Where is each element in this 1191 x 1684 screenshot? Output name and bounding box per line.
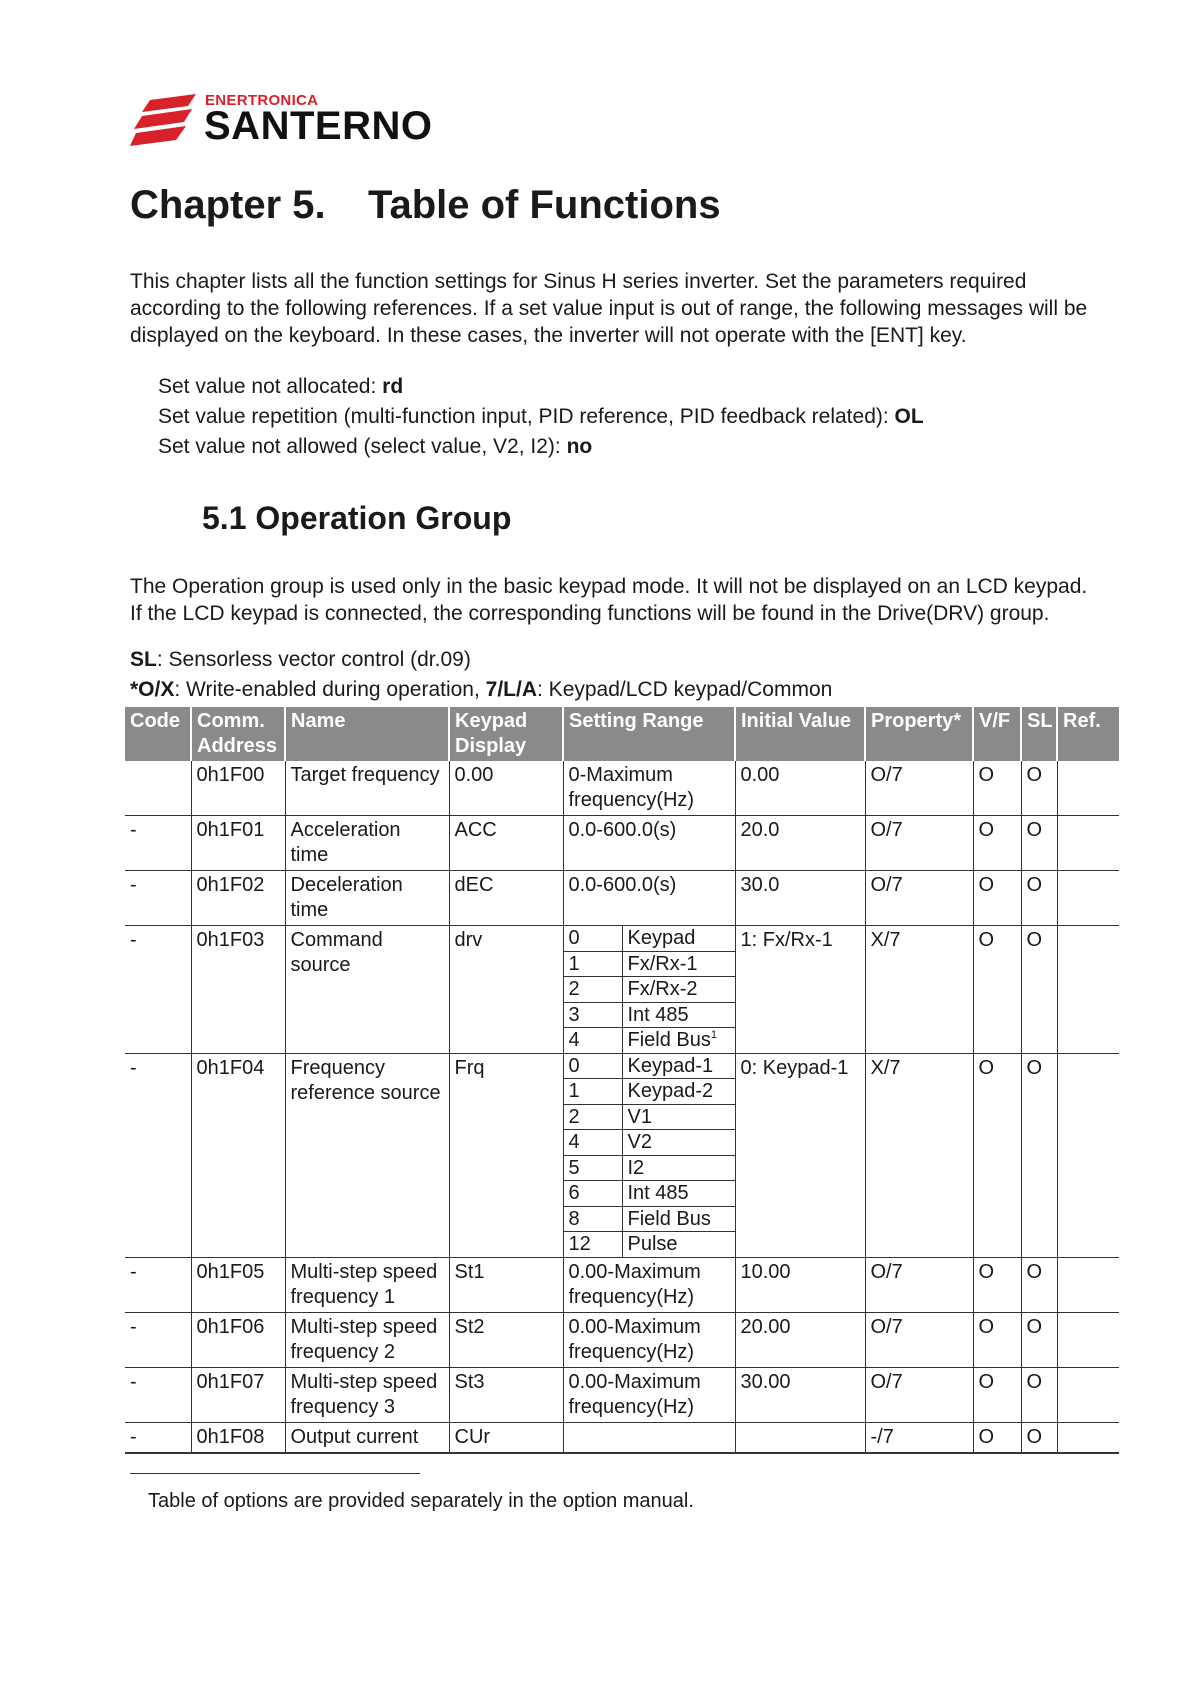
table-row: - 0h1F02 Deceleration time dEC 0.0-600.0(s) 30.0 O/7 O O	[125, 871, 1119, 926]
message-item: Set value not allocated: rd	[158, 375, 404, 398]
option-row: 2 V1	[564, 1104, 735, 1130]
table-row: - 0h1F01 Acceleration time ACC 0.0-600.0(s) 20.0 O/7 O O	[125, 816, 1119, 871]
option-row: 8 Field Bus	[564, 1206, 735, 1232]
table-row: - 0h1F06 Multi-step speed frequency 2 St2 0.00-Maximum frequency(Hz) 20.00 O/7 O O	[125, 1312, 1119, 1367]
header-name: Name	[285, 707, 449, 761]
header-sl: SL	[1021, 707, 1057, 761]
message-item: Set value not allowed (select value, V2, I2): no	[158, 435, 593, 458]
intro-paragraph: This chapter lists all the function settings for Sinus H series inverter. Set the parameters required according to the following references. If a set value input is out of range, the following messages will be displayed on the keyboard. In these cases, the inverter will not operate with the [ENT] key.	[130, 270, 1088, 347]
header-code: Code	[125, 707, 191, 761]
group-description: The Operation group is used only in the basic keypad mode. It will not be displayed on an LCD keypad. If the LCD keypad is connected, the corresponding functions will be found in the Drive(DRV) group.	[130, 575, 1088, 625]
header-setting-range: Setting Range	[563, 707, 735, 761]
options-table	[564, 926, 735, 1053]
logo-stripes-icon	[130, 92, 200, 154]
setting-options	[563, 1053, 735, 1257]
logo-brand-text: SANTERNO	[204, 104, 433, 148]
table-row: - 0h1F04 Frequency reference source Frq 0 Keypad-1 1 Keypad-2 2 V1 4 V2 5 I2 6 Int 485 8 Field Bus 12 Pulse 0: Keypad-1 X/7 O O	[125, 1053, 1119, 1257]
option-row: 5 I2	[564, 1155, 735, 1181]
table-row: 0h1F00 Target frequency 0.00 0-Maximum frequency(Hz) 0.00 O/7 O O	[125, 761, 1119, 816]
table-row: - 0h1F05 Multi-step speed frequency 1 St1 0.00-Maximum frequency(Hz) 10.00 O/7 O O	[125, 1257, 1119, 1312]
chapter-title	[130, 183, 721, 228]
legend-ox: *O/X: Write-enabled during operation, 7/L/A: Keypad/LCD keypad/Common	[130, 678, 833, 701]
footnote-text: Table of options are provided separately in the option manual.	[148, 1490, 694, 1512]
option-row: 12 Pulse	[564, 1232, 735, 1257]
function-table-wrapper	[125, 707, 1101, 1454]
legend-sl: SL: Sensorless vector control (dr.09)	[130, 648, 471, 671]
option-row: 2 Fx/Rx-2	[564, 977, 735, 1003]
header-initial-value: Initial Value	[735, 707, 865, 761]
footnote-divider	[130, 1473, 420, 1474]
option-row: 1 Keypad-2	[564, 1079, 735, 1105]
brand-logo	[130, 92, 450, 154]
logo-top-text: ENERTRONICA	[205, 92, 319, 109]
options-table	[564, 1054, 735, 1257]
table-row: - 0h1F03 Command source drv 0 Keypad 1 Fx/Rx-1 2 Fx/Rx-2 3 Int 485 4 Field Bus$^1$ 1: Fx/Rx-1 X/7 O O	[125, 926, 1119, 1054]
option-row: 4 Field Bus$^1$	[564, 1028, 735, 1053]
option-row: 4 V2	[564, 1130, 735, 1156]
header-ref: Ref.	[1057, 707, 1119, 761]
table-row: - 0h1F08 Output current CUr -/7 O O	[125, 1422, 1119, 1453]
header-comm-address: Comm. Address	[191, 707, 285, 761]
table-header-row	[125, 707, 1119, 761]
message-list	[158, 372, 924, 462]
chapter-name: Table of Functions	[368, 183, 721, 227]
footnote-marker: 1	[710, 1029, 717, 1041]
setting-options	[563, 926, 735, 1054]
chapter-number: Chapter 5.	[130, 183, 326, 227]
option-row: 0 Keypad-1	[564, 1054, 735, 1079]
option-row: 6 Int 485	[564, 1181, 735, 1207]
option-row: 0 Keypad	[564, 926, 735, 951]
function-table	[125, 707, 1119, 1454]
header-keypad-display: Keypad Display	[449, 707, 563, 761]
option-row: 1 Fx/Rx-1	[564, 951, 735, 977]
section-title: 5.1 Operation Group	[202, 500, 512, 536]
option-row: 3 Int 485	[564, 1002, 735, 1028]
header-vf: V/F	[973, 707, 1021, 761]
header-property: Property*	[865, 707, 973, 761]
table-row: - 0h1F07 Multi-step speed frequency 3 St3 0.00-Maximum frequency(Hz) 30.00 O/7 O O	[125, 1367, 1119, 1422]
message-item: Set value repetition (multi-function input, PID reference, PID feedback related): OL	[158, 405, 924, 428]
